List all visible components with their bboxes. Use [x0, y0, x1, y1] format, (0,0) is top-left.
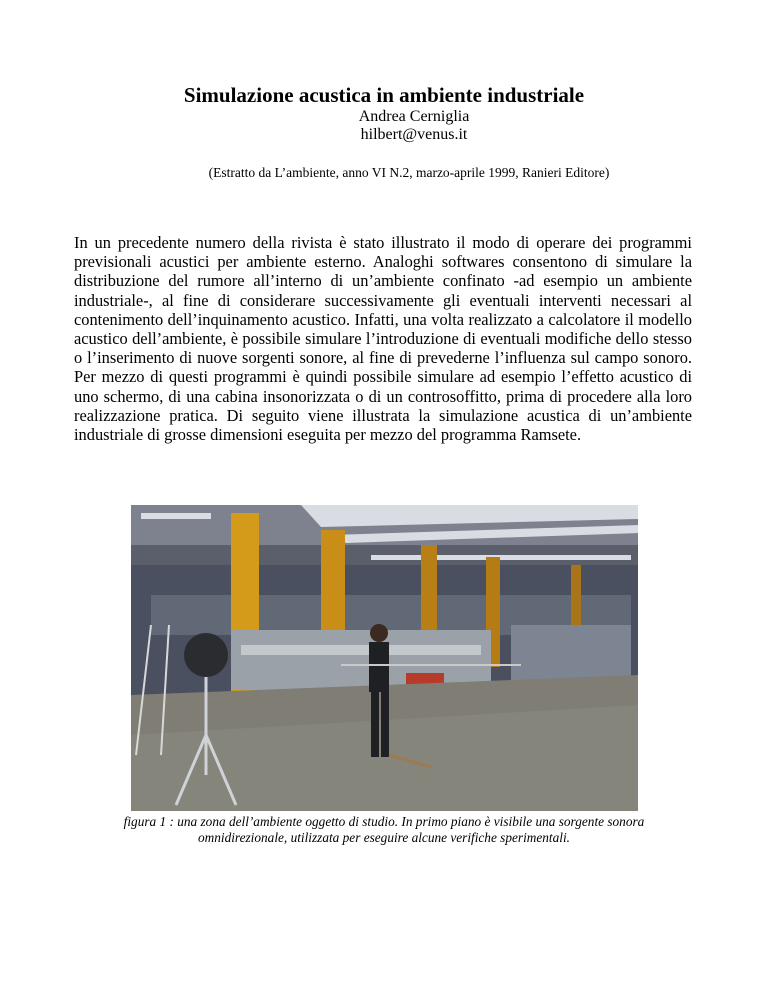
figure-photo [131, 505, 638, 811]
author-name: Andrea Cerniglia [358, 108, 470, 125]
document-title: Simulazione acustica in ambiente industriale [183, 83, 585, 107]
figure-caption [40, 814, 728, 845]
author-email: hilbert@venus.it [360, 126, 468, 143]
body-paragraph: In un precedente numero della rivista è stato illustrato il modo di operare dei programmi previsionali acustici per ambiente esterno. Analoghi softwares consentono di simulare la distribuzione del rumore all’interno di un’ambiente confinato -ad esempio un ambiente industriale-, al fine di considerare successivamente gli eventuali interventi necessari al contenimento dell’inquinamento acustico. Infatti, una volta realizzato a calcolatore il modello acustico dell’ambiente, è possibile simulare l’introduzione di eventuali modifiche dello stesso o l’inserimento di nuove sorgenti sonore, al fine di prevederne l’influenza sul campo sonoro. Per mezzo di questi programmi è quindi possibile simulare ad esempio l’effetto acustico di uno schermo, di una cabina insonorizzata o di un controsoffitto, prima di procedere alla loro realizzazione pratica. Di seguito viene illustrata la simulazione acustica di un’ambiente industriale di grosse dimensioni eseguita per mezzo del programma Ramsete. [74, 233, 692, 445]
source-note: (Estratto da L’ambiente, anno VI N.2, marzo-aprile 1999, Ranieri Editore) [208, 165, 610, 180]
caption-line-2: omnidirezionale, utilizzata per eseguire alcune verifiche sperimentali. [197, 829, 570, 845]
caption-line-1: figura 1 : una zona dell’ambiente oggetto di studio. In primo piano è visibile una sorgente sonora [123, 814, 645, 829]
